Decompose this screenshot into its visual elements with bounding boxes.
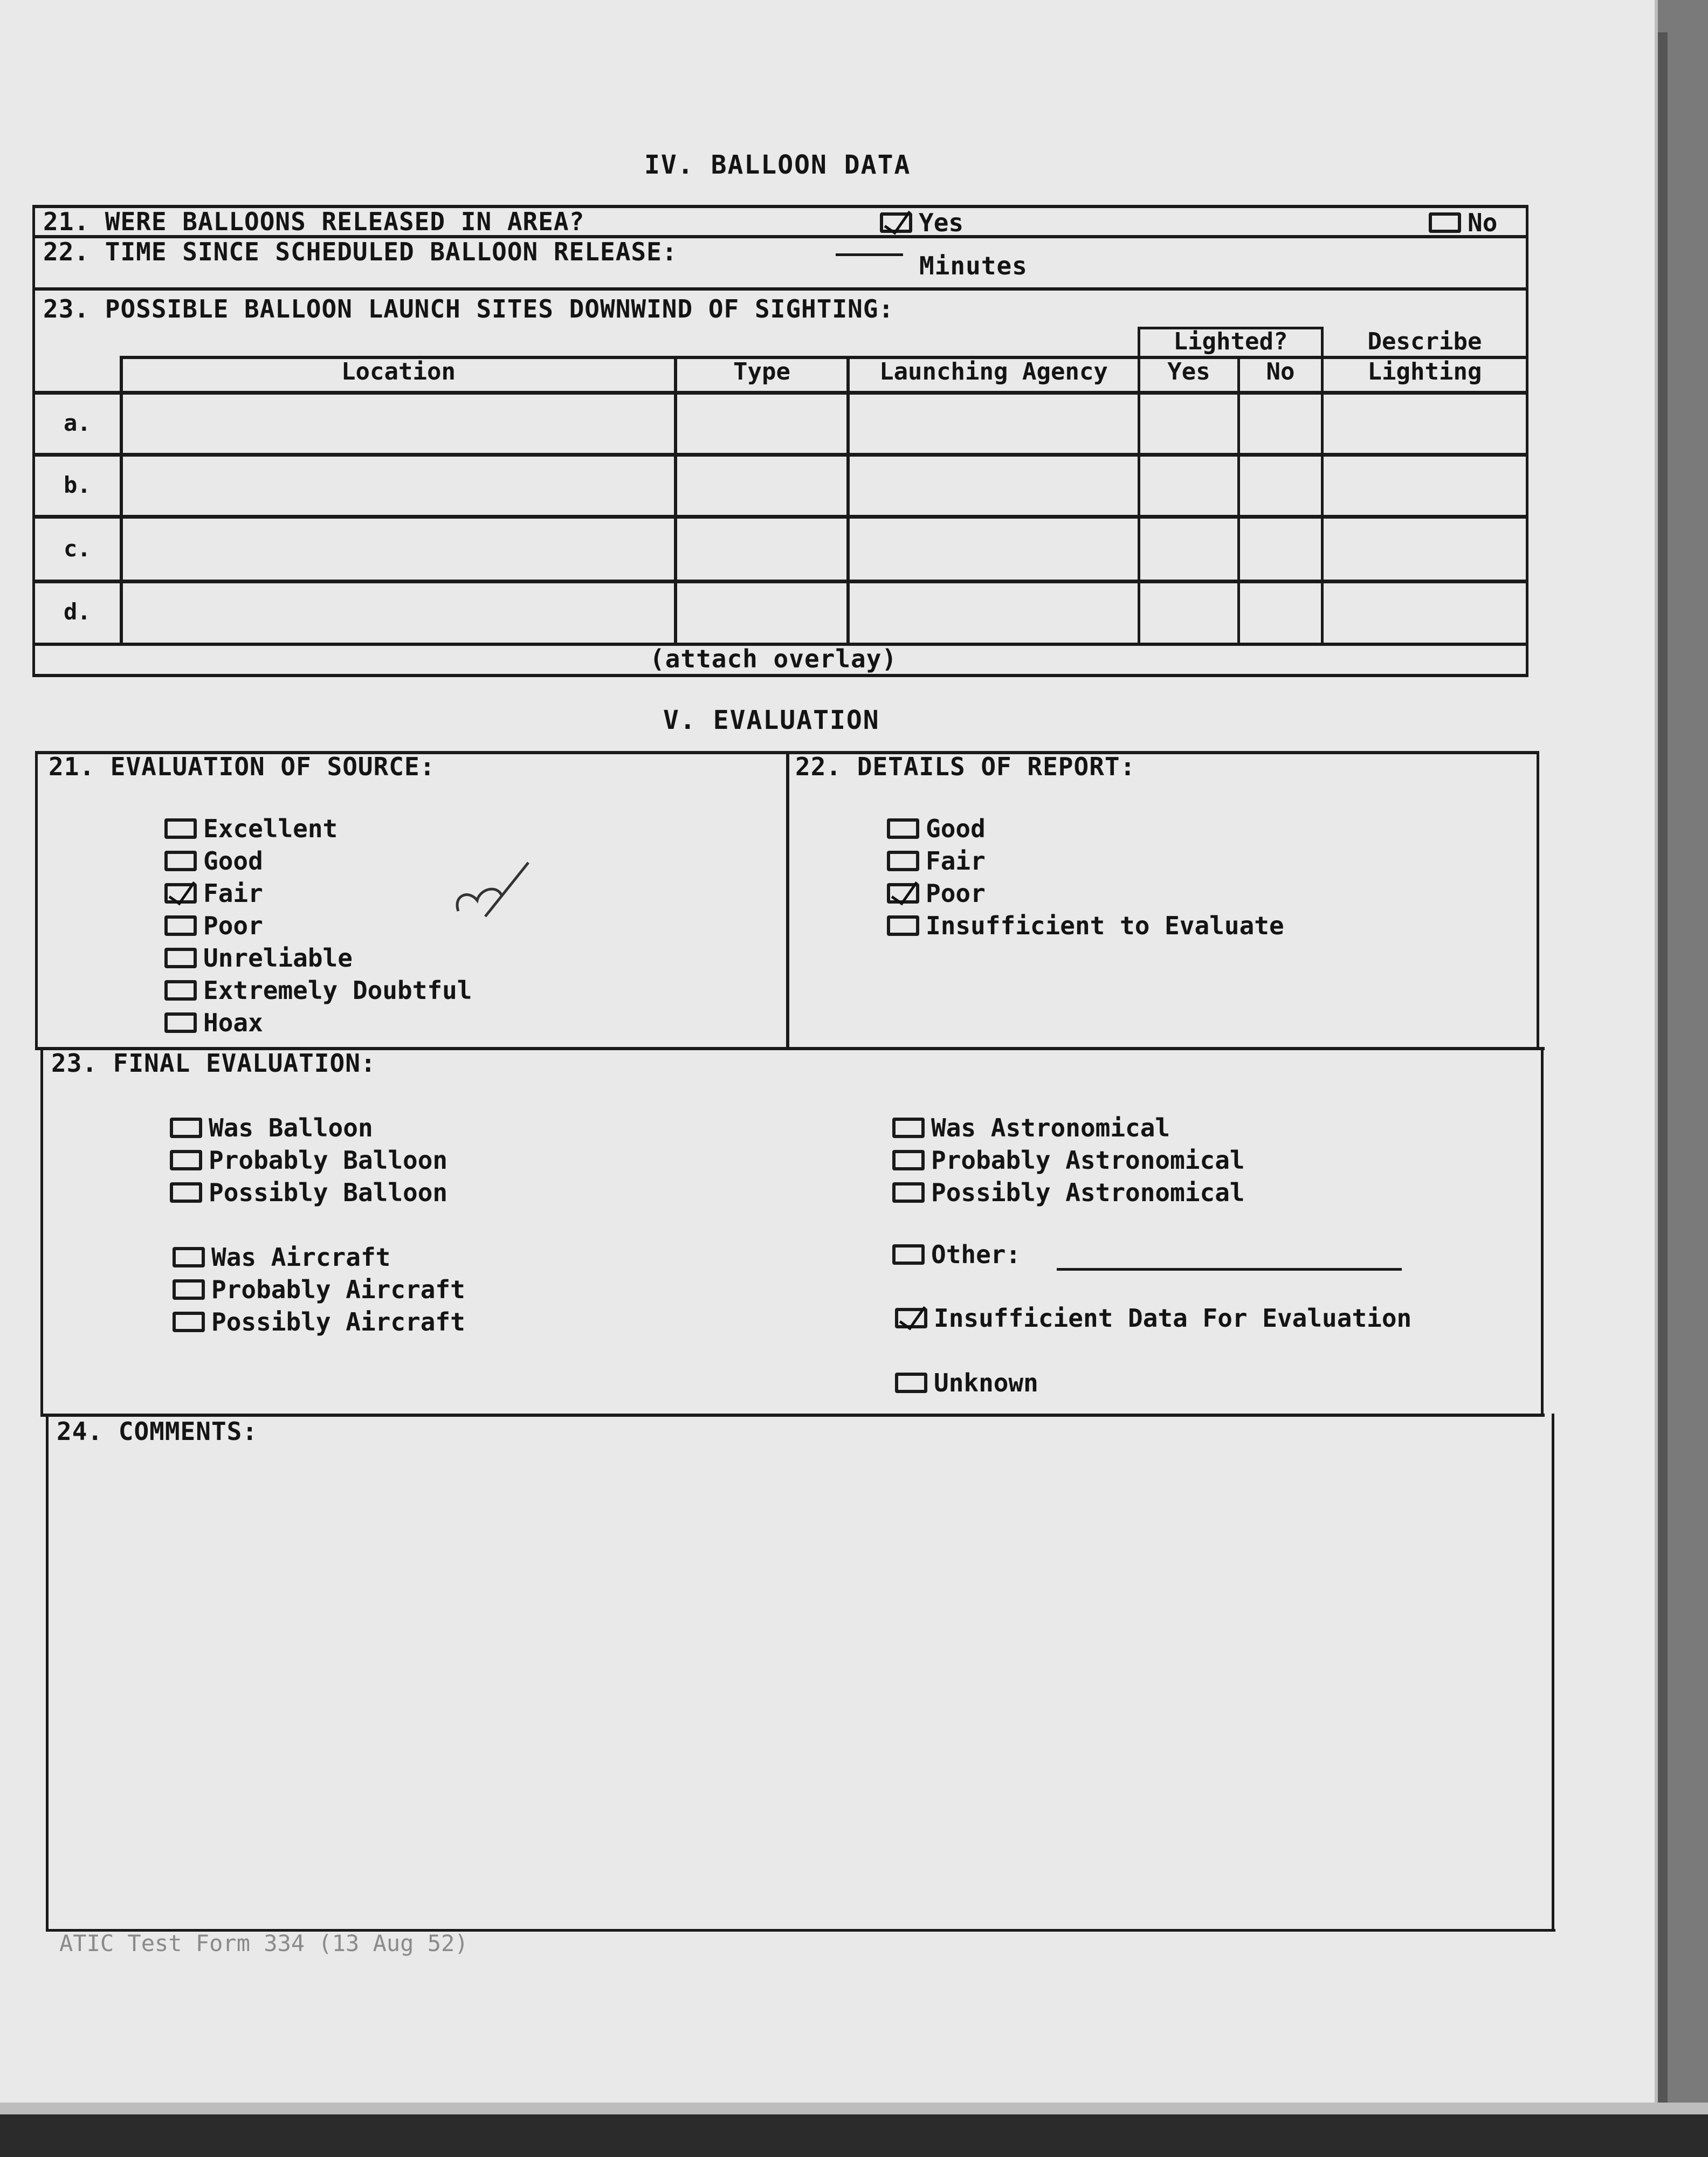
rule xyxy=(32,515,1528,519)
section-title-evaluation: V. EVALUATION xyxy=(663,705,880,735)
col-line xyxy=(120,356,123,644)
rule xyxy=(32,580,1528,583)
q22-minutes-blank[interactable] xyxy=(836,253,903,256)
row-label-c: c. xyxy=(64,535,91,562)
checkbox[interactable] xyxy=(887,818,919,839)
col-line xyxy=(1237,356,1240,644)
rule xyxy=(32,391,1528,395)
col-header-lighted-no: No xyxy=(1266,358,1295,385)
source-option-hoax[interactable]: Hoax xyxy=(164,1008,263,1037)
frame-left xyxy=(32,205,35,677)
q21-balloons-released-label: 21. WERE BALLOONS RELEASED IN AREA? xyxy=(43,207,585,236)
checkbox[interactable] xyxy=(170,1182,202,1203)
col-header-describe: Describe xyxy=(1367,328,1482,355)
frame-left xyxy=(40,1047,43,1416)
rule xyxy=(32,453,1528,457)
q21-yes-option[interactable]: Yes xyxy=(880,208,963,237)
final-option-unknown[interactable]: Unknown xyxy=(895,1368,1038,1397)
frame-right xyxy=(1541,1047,1544,1416)
attach-overlay-note: (attach overlay) xyxy=(650,644,898,673)
checkbox[interactable] xyxy=(170,1150,202,1170)
checkbox[interactable] xyxy=(173,1247,205,1267)
checkbox[interactable] xyxy=(164,851,197,871)
col-header-type: Type xyxy=(733,358,790,385)
col-header-location: Location xyxy=(341,358,456,385)
v24-comments-label: 24. COMMENTS: xyxy=(57,1417,258,1446)
q21-yes-checkbox[interactable] xyxy=(880,212,912,233)
checkbox-checked[interactable] xyxy=(895,1308,927,1328)
col-line xyxy=(674,356,677,644)
frame-right xyxy=(1537,751,1539,1050)
source-option-fair[interactable]: Fair xyxy=(164,879,263,908)
source-option-extremely-doubtful[interactable]: Extremely Doubtful xyxy=(164,976,472,1005)
q22-time-since-release-label: 22. TIME SINCE SCHEDULED BALLOON RELEASE: xyxy=(43,237,678,266)
v22-details-of-report-label: 22. DETAILS OF REPORT: xyxy=(795,752,1136,781)
details-option-fair[interactable]: Fair xyxy=(887,846,986,876)
handwritten-initials-mark xyxy=(447,852,539,933)
scan-edge-right xyxy=(1658,0,1708,2157)
frame-right xyxy=(1552,1414,1554,1931)
col-header-lighted: Lighted? xyxy=(1173,328,1288,355)
final-option-was-aircraft[interactable]: Was Aircraft xyxy=(173,1243,390,1272)
divider xyxy=(786,751,789,1049)
source-option-good[interactable]: Good xyxy=(164,846,263,876)
v23-final-evaluation-label: 23. FINAL EVALUATION: xyxy=(51,1049,376,1078)
section-title-balloon-data: IV. BALLOON DATA xyxy=(644,150,911,180)
checkbox[interactable] xyxy=(170,1118,202,1138)
details-option-good[interactable]: Good xyxy=(887,814,986,843)
col-header-lighted-yes: Yes xyxy=(1167,358,1210,385)
frame-right xyxy=(1526,205,1528,677)
rule xyxy=(32,674,1528,677)
final-option-was-balloon[interactable]: Was Balloon xyxy=(170,1113,373,1142)
row-label-d: d. xyxy=(64,598,91,625)
final-option-probably-aircraft[interactable]: Probably Aircraft xyxy=(173,1275,465,1304)
checkbox[interactable] xyxy=(892,1182,925,1203)
checkbox[interactable] xyxy=(173,1312,205,1332)
rule xyxy=(40,1414,1545,1417)
other-blank-line[interactable] xyxy=(1057,1268,1402,1271)
rule xyxy=(32,287,1528,291)
checkbox[interactable] xyxy=(887,915,919,936)
q21-no-option[interactable]: No xyxy=(1429,208,1497,237)
frame-left xyxy=(46,1414,49,1931)
comments-area[interactable] xyxy=(75,1450,1531,1914)
source-option-excellent[interactable]: Excellent xyxy=(164,814,338,843)
checkbox[interactable] xyxy=(164,915,197,936)
checkbox[interactable] xyxy=(887,851,919,871)
source-option-poor[interactable]: Poor xyxy=(164,911,263,940)
checkbox[interactable] xyxy=(164,818,197,839)
checkbox[interactable] xyxy=(892,1118,925,1138)
col-line xyxy=(846,356,850,644)
checkbox[interactable] xyxy=(892,1244,925,1265)
final-option-possibly-aircraft[interactable]: Possibly Aircraft xyxy=(173,1307,465,1336)
final-option-was-astronomical[interactable]: Was Astronomical xyxy=(892,1113,1170,1142)
final-option-probably-balloon[interactable]: Probably Balloon xyxy=(170,1146,447,1175)
checkbox[interactable] xyxy=(173,1279,205,1300)
checkbox[interactable] xyxy=(164,1012,197,1033)
row-label-a: a. xyxy=(64,410,91,436)
checkbox[interactable] xyxy=(164,948,197,968)
checkbox[interactable] xyxy=(895,1373,927,1393)
form-id-footer: ATIC Test Form 334 (13 Aug 52) xyxy=(59,1930,469,1956)
final-option-probably-astronomical[interactable]: Probably Astronomical xyxy=(892,1146,1245,1175)
final-option-possibly-astronomical[interactable]: Possibly Astronomical xyxy=(892,1178,1245,1207)
q21-no-checkbox[interactable] xyxy=(1429,212,1461,233)
final-option-possibly-balloon[interactable]: Possibly Balloon xyxy=(170,1178,447,1207)
final-option-insufficient-data[interactable]: Insufficient Data For Evaluation xyxy=(895,1304,1411,1333)
col-header-launching-agency: Launching Agency xyxy=(879,358,1108,385)
final-option-other[interactable]: Other: xyxy=(892,1240,1021,1269)
frame-left xyxy=(35,751,38,1050)
scan-edge-bottom xyxy=(0,2103,1708,2157)
col-header-lighting: Lighting xyxy=(1367,358,1482,385)
q23-launch-sites-label: 23. POSSIBLE BALLOON LAUNCH SITES DOWNWIND OF SIGHTING: xyxy=(43,294,894,323)
checkbox[interactable] xyxy=(892,1150,925,1170)
source-option-unreliable[interactable]: Unreliable xyxy=(164,943,353,973)
q22-minutes-unit: Minutes xyxy=(919,251,1028,280)
row-label-b: b. xyxy=(64,472,91,498)
checkbox-checked[interactable] xyxy=(164,883,197,904)
details-option-poor[interactable]: Poor xyxy=(887,879,986,908)
checkbox[interactable] xyxy=(164,980,197,1001)
details-option-insufficient[interactable]: Insufficient to Evaluate xyxy=(887,911,1284,940)
checkbox-checked[interactable] xyxy=(887,883,919,904)
v21-evaluation-of-source-label: 21. EVALUATION OF SOURCE: xyxy=(49,752,436,781)
